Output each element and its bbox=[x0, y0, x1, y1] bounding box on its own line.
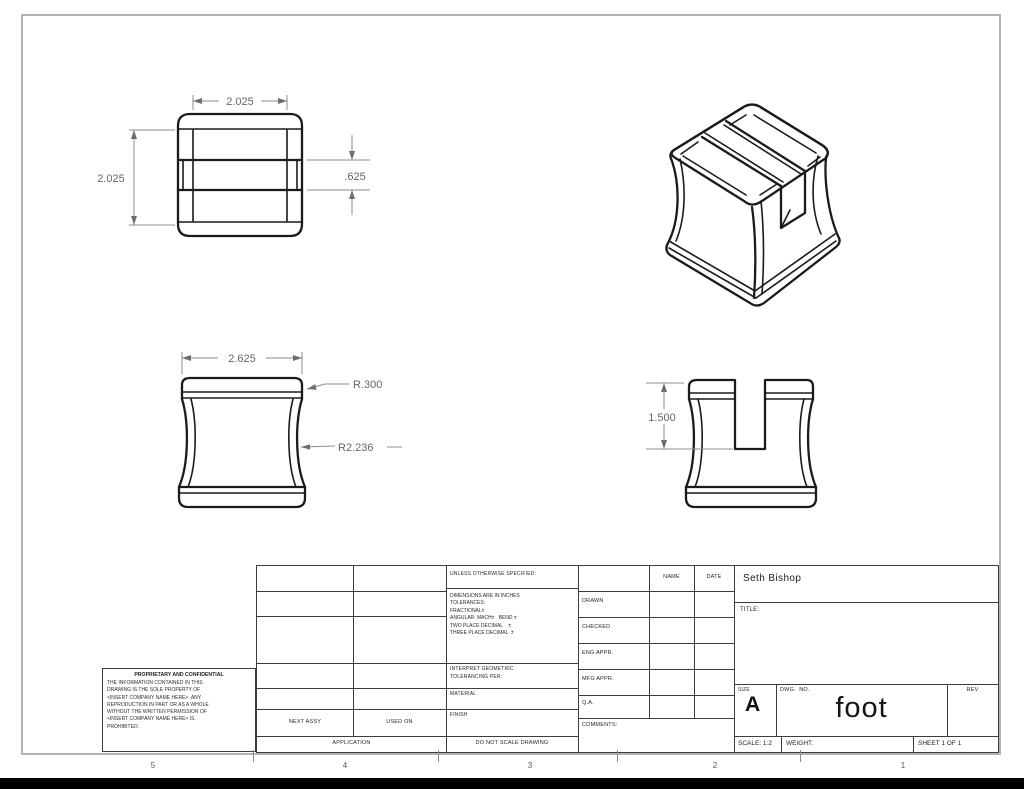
isometric-view bbox=[650, 95, 855, 315]
approval-row-mfg-appr: MFG APPR. bbox=[582, 676, 614, 682]
top-view-outline bbox=[178, 114, 302, 236]
zone-tick bbox=[438, 750, 439, 762]
front-view bbox=[85, 340, 425, 520]
zone-tick bbox=[253, 750, 254, 762]
proprietary-line: DRAWING IS THE SOLE PROPERTY OF bbox=[107, 687, 201, 694]
sheet-text: SHEET 1 OF 1 bbox=[918, 740, 962, 747]
dim-top-slot: .625 bbox=[344, 171, 366, 183]
size-label: SIZE bbox=[738, 687, 750, 693]
isometric-groove bbox=[702, 121, 805, 186]
proprietary-line: THE INFORMATION CONTAINED IN THIS bbox=[107, 680, 203, 686]
proprietary-block bbox=[102, 668, 256, 752]
side-view bbox=[620, 360, 850, 520]
date-header: DATE bbox=[706, 574, 722, 580]
material-label: MATERIAL bbox=[450, 691, 477, 697]
weight-label: WEIGHT: bbox=[786, 740, 814, 747]
side-view-top-slot bbox=[689, 380, 813, 449]
approval-row-qa: Q.A. bbox=[582, 700, 594, 706]
dwg-no-value: foot bbox=[835, 692, 888, 724]
scan-edge-bar bbox=[0, 778, 1024, 789]
title-label: TITLE: bbox=[740, 607, 760, 613]
comments-label: COMMENTS: bbox=[582, 722, 618, 728]
proprietary-line: <INSERT COMPANY NAME HERE> IS bbox=[107, 716, 195, 723]
dim-top-width: 2.025 bbox=[226, 96, 254, 108]
dim-front-width: 2.625 bbox=[228, 353, 256, 365]
approval-row-drawn: DRAWN bbox=[582, 598, 604, 604]
name-header: NAME bbox=[663, 574, 680, 580]
zone-tick bbox=[617, 750, 618, 762]
dim-front-corner-radius: R.300 bbox=[353, 379, 383, 391]
interpret-geometric-label: INTERPRET GEOMETRIC bbox=[450, 666, 514, 672]
proprietary-line: REPRODUCTION IN PART OR AS A WHOLE bbox=[107, 701, 209, 708]
tolerancing-per-label: TOLERANCING PER: bbox=[450, 674, 503, 680]
do-not-scale-label: DO NOT SCALE DRAWING bbox=[475, 740, 549, 746]
side-view-bottom-cap bbox=[686, 487, 816, 507]
zone-tick bbox=[800, 750, 801, 762]
zone-label: 2 bbox=[712, 761, 718, 770]
application-label: APPLICATION bbox=[332, 740, 371, 746]
approval-row-eng-appr: ENG APPR. bbox=[582, 650, 614, 656]
tolerance-notes: DIMENSIONS ARE IN INCHES TOLERANCES: FRACTIONAL± ANGULAR: MACH± BEND ± TWO PLACE DECIMAL ± THREE PLACE DECIMAL ± bbox=[450, 593, 520, 637]
finish-label: FINISH bbox=[450, 712, 468, 718]
dim-side-slot-depth: 1.500 bbox=[648, 412, 676, 424]
proprietary-line: WITHOUT THE WRITTEN PERMISSION OF bbox=[107, 709, 207, 716]
zone-label: 3 bbox=[527, 761, 533, 770]
zone-label: 5 bbox=[150, 761, 156, 770]
proprietary-line: PROHIBITED. bbox=[107, 723, 139, 730]
dwg-no-label: DWG. NO. bbox=[780, 687, 810, 693]
proprietary-heading: PROPRIETARY AND CONFIDENTIAL bbox=[134, 672, 224, 678]
top-view bbox=[85, 75, 385, 260]
dim-top-height: 2.025 bbox=[97, 173, 125, 185]
size-value: A bbox=[745, 693, 761, 716]
author-name: Seth Bishop bbox=[743, 573, 802, 584]
scale-text: SCALE: 1:2 bbox=[738, 740, 772, 747]
zone-label: 1 bbox=[900, 761, 906, 770]
next-assy-label: NEXT ASSY bbox=[288, 719, 322, 725]
proprietary-line: <INSERT COMPANY NAME HERE>. ANY bbox=[107, 694, 202, 701]
top-view-slot-edges bbox=[178, 160, 302, 190]
title-block bbox=[256, 565, 999, 753]
unless-otherwise-label: UNLESS OTHERWISE SPECIFIED: bbox=[450, 571, 537, 577]
used-on-label: USED ON bbox=[386, 719, 413, 725]
rev-label: REV bbox=[966, 687, 979, 693]
dim-front-side-radius: R2.236 bbox=[338, 442, 374, 454]
approval-row-checked: CHECKED bbox=[582, 624, 611, 630]
front-view-bottom-cap bbox=[179, 487, 305, 507]
zone-label: 4 bbox=[342, 761, 348, 770]
front-view-top-cap bbox=[182, 378, 302, 399]
